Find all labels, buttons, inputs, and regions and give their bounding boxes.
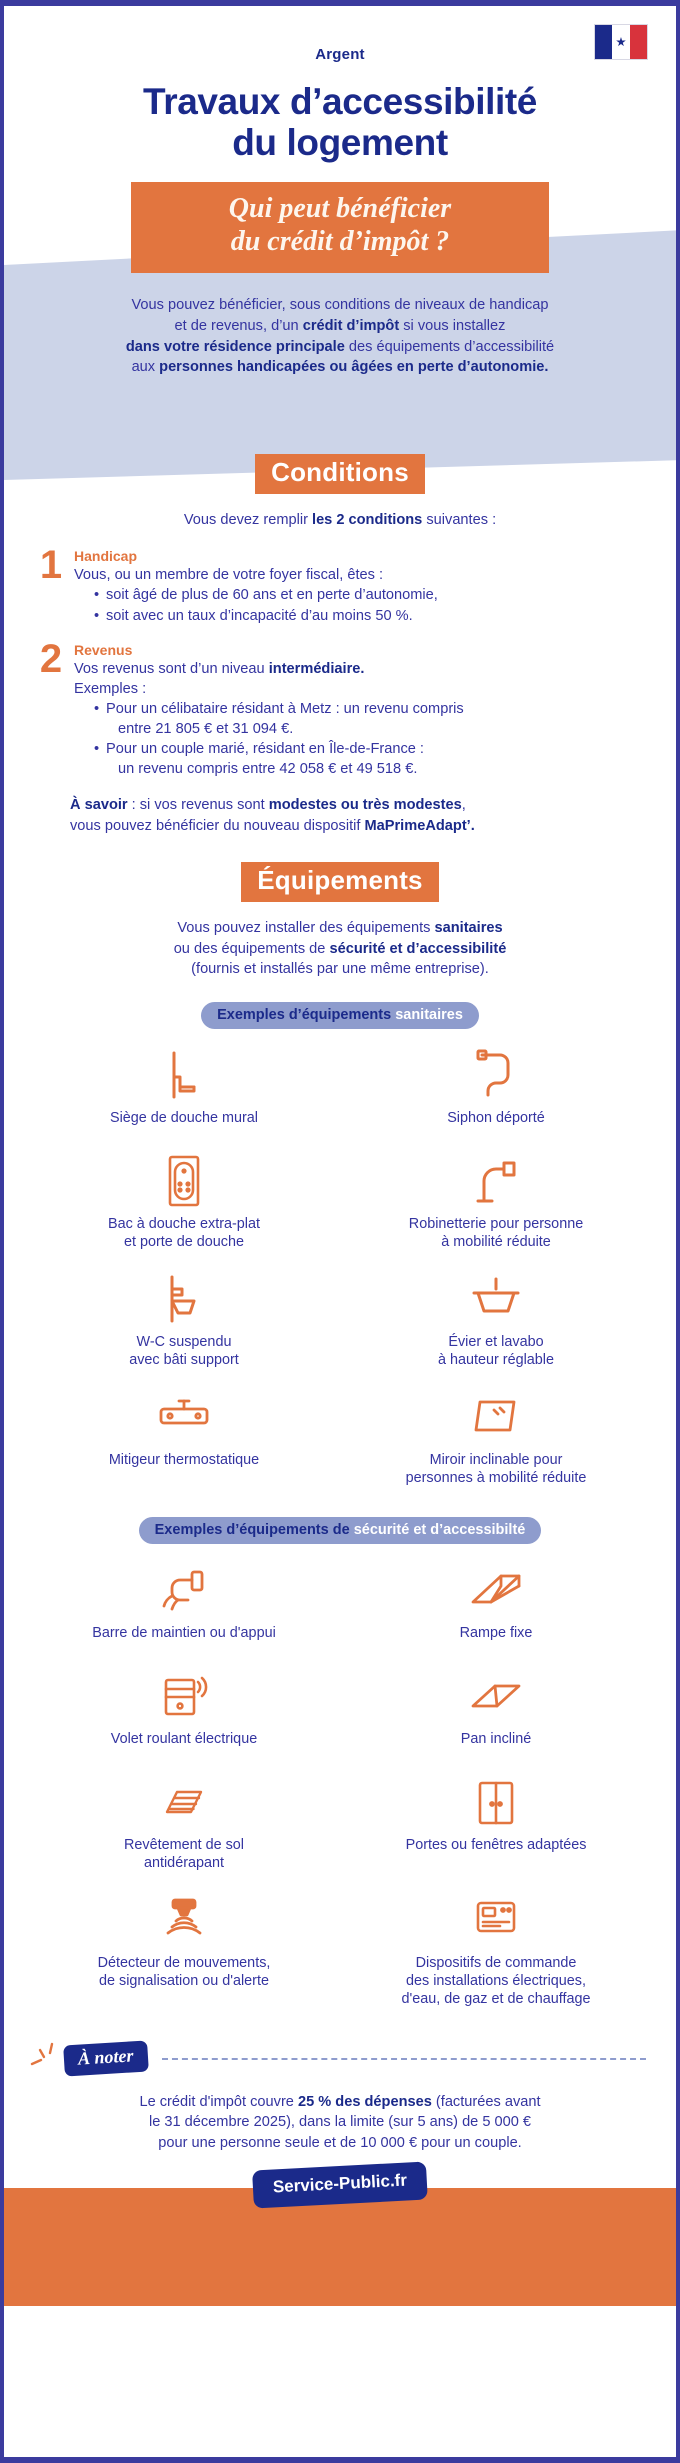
note-row: [30, 2042, 650, 2076]
list-item: [94, 606, 646, 626]
bullet-text: soit avec un taux d’incapacité d’au moins 50 %.: [106, 607, 413, 624]
bullet-text-cont: entre 21 805 € et 31 094 €.: [118, 721, 294, 738]
equipment-cell: [28, 1143, 340, 1259]
wall-hung-wc-icon: [160, 1271, 208, 1327]
a-savoir-a: : si vos revenus sont: [127, 797, 269, 814]
equipment-cell: [28, 1552, 340, 1656]
conditions-lead-a: Vous devez remplir: [183, 511, 313, 528]
intro-paragraph: [30, 295, 650, 428]
page-title: [4, 81, 676, 164]
condition-title-handicap: Handicap: [74, 548, 138, 565]
equipements-lead: [4, 918, 676, 979]
pill-sanitaires: [201, 1002, 479, 1029]
bullet-text: Pour un couple marié, résidant en Île-de-France :: [106, 741, 424, 758]
a-savoir-d: vous pouvez bénéficier du nouveau dispositif: [70, 817, 365, 834]
pill-sanitaires-highlight: sanitaires: [395, 1006, 463, 1023]
equipment-cell: [340, 1143, 652, 1259]
equipment-label-text: Miroir inclinable pour personnes à mobilité réduite: [405, 1451, 587, 1486]
condition-text-revenus: [74, 659, 646, 679]
equipment-label: Pan incliné: [460, 1730, 532, 1747]
equipment-label: [124, 1836, 244, 1872]
equipment-cell: [340, 1764, 652, 1880]
conditions-lead-b: les 2 conditions: [312, 511, 423, 528]
equipements-lead-line2: [4, 939, 676, 959]
page-title-line2: du logement: [232, 122, 448, 164]
condition-body-1: [70, 548, 646, 625]
equipment-label: [129, 1333, 239, 1369]
non-slip-floor-icon: [155, 1774, 213, 1830]
equipment-label: [98, 1954, 271, 1990]
equipment-cell: [340, 1261, 652, 1377]
grab-bar-icon: [158, 1562, 210, 1618]
pill-securite: [139, 1517, 542, 1544]
equipment-cell: [340, 1552, 652, 1656]
page-title-line1: Travaux d’accessibilité: [143, 81, 537, 122]
flag-band-white: [612, 25, 629, 59]
list-item: [94, 699, 646, 739]
equipements-lead-line1: [4, 918, 676, 938]
a-savoir-line-1: [70, 795, 646, 815]
a-savoir-note: [70, 795, 646, 836]
conditions-lead: [4, 510, 676, 530]
list-item: [94, 585, 646, 605]
condition-body-2: [70, 642, 646, 780]
equipment-cell: [340, 1882, 652, 2016]
condition-title-revenus: Revenus: [74, 641, 133, 658]
tilting-mirror-icon: [470, 1389, 522, 1445]
equipment-label: Siège de douche mural: [109, 1109, 258, 1126]
pill-sanitaires-wrap: [4, 1002, 676, 1029]
equipment-label-text: Évier et lavabo à hauteur réglable: [437, 1333, 554, 1368]
sparkle-icon: [30, 2042, 64, 2076]
intro-line-4: [30, 357, 650, 378]
equipment-label-text: Dispositifs de commande des installations électriques, d'eau, de gaz et de chauffage: [401, 1954, 591, 2007]
pill-sanitaires-prefix: Exemples d’équipements: [217, 1006, 396, 1023]
equipements-lead-securite: sécurité et d’accessibilité: [329, 940, 507, 957]
washbasin-icon: [470, 1271, 522, 1327]
subtitle-line-1: Qui peut bénéficier: [228, 192, 452, 224]
equipment-label: [402, 1954, 591, 2008]
equipment-cell: [28, 1379, 340, 1495]
conditions-heading: Conditions: [255, 454, 425, 494]
equipment-label-text: Détecteur de mouvements, de signalisation ou d'alerte: [97, 1954, 271, 1989]
flat-shower-tray-icon: [164, 1153, 204, 1209]
subtitle-line-2: du crédit d’impôt ?: [230, 226, 450, 258]
equipment-label: Barre de maintien ou d'appui: [92, 1624, 276, 1641]
french-flag-icon: [594, 24, 648, 60]
intro-line-2-c: si vous installez: [399, 317, 506, 334]
motion-detector-icon: [157, 1892, 211, 1948]
equipment-label: [108, 1215, 260, 1251]
equipment-label: [409, 1215, 583, 1251]
thermostatic-mixer-icon: [153, 1389, 215, 1445]
a-savoir-label: À savoir: [70, 797, 128, 814]
bullet-text: soit âgé de plus de 60 ans et en perte d’autonomie,: [106, 587, 438, 604]
equipment-cell: [28, 1882, 340, 2016]
pill-securite-wrap: [4, 1517, 676, 1544]
condition-item-1: [32, 543, 646, 625]
flag-band-red: [630, 25, 647, 59]
equipements-heading: Équipements: [241, 862, 438, 902]
equipements-heading-wrap: [4, 862, 676, 902]
equipment-label: Mitigeur thermostatique: [108, 1451, 260, 1468]
inclined-plane-icon: [467, 1668, 525, 1724]
a-savoir-maprimeadapt: MaPrimeAdapt’.: [364, 817, 475, 834]
condition-item-2: [32, 636, 646, 780]
equipements-lead-sanitaires: sanitaires: [434, 920, 503, 937]
poster-footer: [4, 2170, 676, 2306]
intro-line-2: [30, 316, 650, 337]
equipment-grid-sanitaires: [4, 1037, 676, 1495]
equipment-label: Portes ou fenêtres adaptées: [405, 1836, 587, 1853]
electric-shutter-icon: [158, 1668, 210, 1724]
equipment-label-text: Robinetterie pour personne à mobilité réduite: [408, 1215, 584, 1250]
control-panel-icon: [470, 1892, 522, 1948]
condition-text-intermediaire: intermédiaire.: [268, 660, 365, 677]
equipements-lead-line3: (fournis et installés par une même entreprise).: [191, 961, 489, 978]
condition-text-revenus-a: Vos revenus sont d’un niveau: [74, 660, 269, 677]
equipements-lead-2a: ou des équipements de: [173, 940, 330, 957]
note-text: [30, 2092, 650, 2154]
pill-securite-highlight: sécurité et d’accessibilté: [353, 1521, 526, 1538]
intro-credit-impot: crédit d’impôt: [302, 317, 400, 334]
category-kicker: Argent: [315, 46, 365, 63]
equipment-cell: [28, 1658, 340, 1762]
equipment-cell: [340, 1658, 652, 1762]
note-text-a: Le crédit d'impôt couvre: [139, 2093, 298, 2110]
equipment-label: Rampe fixe: [459, 1624, 533, 1641]
note-text-line2: le 31 décembre 2025), dans la limite (sur 5 ans) de 5 000 €: [148, 2114, 532, 2131]
note-text-line1: [44, 2092, 636, 2113]
a-savoir-c: ,: [461, 797, 466, 814]
intro-line-4-a: aux: [131, 359, 160, 376]
note-text-percent: 25 % des dépenses: [297, 2093, 432, 2110]
intro-line-3-b: des équipements d’accessibilité: [344, 338, 555, 355]
intro-residence: dans votre résidence principale: [125, 338, 345, 355]
equipment-label-text: W-C suspendu avec bâti support: [129, 1333, 239, 1368]
conditions-heading-wrap: [4, 454, 676, 494]
list-item: [94, 739, 646, 779]
flag-band-blue: [595, 25, 612, 59]
adapted-door-window-icon: [471, 1774, 521, 1830]
equipment-label-text: Revêtement de sol antidérapant: [124, 1836, 244, 1871]
fixed-ramp-icon: [467, 1562, 525, 1618]
intro-line-1: Vous pouvez bénéficier, sous conditions de niveaux de handicap: [131, 297, 549, 314]
equipment-cell: [28, 1764, 340, 1880]
condition-examples-label: Exemples :: [74, 680, 147, 697]
condition-text-handicap: Vous, ou un membre de votre foyer fiscal, êtes :: [74, 567, 384, 584]
intro-personnes: personnes handicapées ou âgées en perte d’autonomie.: [159, 359, 549, 376]
conditions-lead-c: suivantes :: [422, 511, 497, 528]
subtitle-banner: [131, 182, 549, 273]
note-section: [4, 2042, 676, 2154]
condition-bullets-revenus: [94, 699, 646, 780]
note-badge: À noter: [63, 2041, 148, 2077]
intro-line-3: [30, 337, 650, 358]
equipment-label: [438, 1333, 554, 1369]
equipment-grid-securite: [4, 1552, 676, 2016]
a-savoir-line-2: [70, 816, 646, 836]
equipment-cell: [340, 1379, 652, 1495]
equipment-cell: [28, 1037, 340, 1141]
pill-securite-prefix: Exemples d’équipements de: [154, 1521, 354, 1538]
equipements-lead-1a: Vous pouvez installer des équipements: [177, 920, 435, 937]
a-savoir-modestes: modestes ou très modestes: [268, 797, 462, 814]
equipment-label-text: Bac à douche extra-plat et porte de douche: [108, 1215, 260, 1250]
equipment-cell: [28, 1261, 340, 1377]
tap-faucet-icon: [472, 1153, 520, 1209]
bullet-text-cont: un revenu compris entre 42 058 € et 49 518 €.: [118, 761, 418, 778]
intro-line-2-a: et de revenus, d’un: [174, 317, 303, 334]
service-public-badge[interactable]: Service-Public.fr: [252, 2161, 428, 2208]
note-text-c: (facturées avant: [431, 2093, 541, 2110]
equipment-label: Siphon déporté: [447, 1109, 545, 1126]
equipment-label: Volet roulant électrique: [110, 1730, 258, 1747]
conditions-list: [4, 543, 676, 779]
bullet-text: Pour un célibataire résidant à Metz : un revenu compris: [106, 700, 464, 717]
condition-number-2: 2: [39, 636, 63, 681]
condition-number-1: 1: [39, 543, 63, 588]
note-text-line3: pour une personne seule et de 10 000 € pour un couple.: [158, 2135, 522, 2152]
equipment-label: [406, 1451, 587, 1487]
offset-siphon-icon: [472, 1047, 520, 1103]
dashed-divider: [162, 2058, 646, 2060]
equipment-cell: [340, 1037, 652, 1141]
condition-bullets-handicap: [94, 585, 646, 625]
shower-seat-icon: [160, 1047, 208, 1103]
poster-header: [4, 6, 676, 164]
